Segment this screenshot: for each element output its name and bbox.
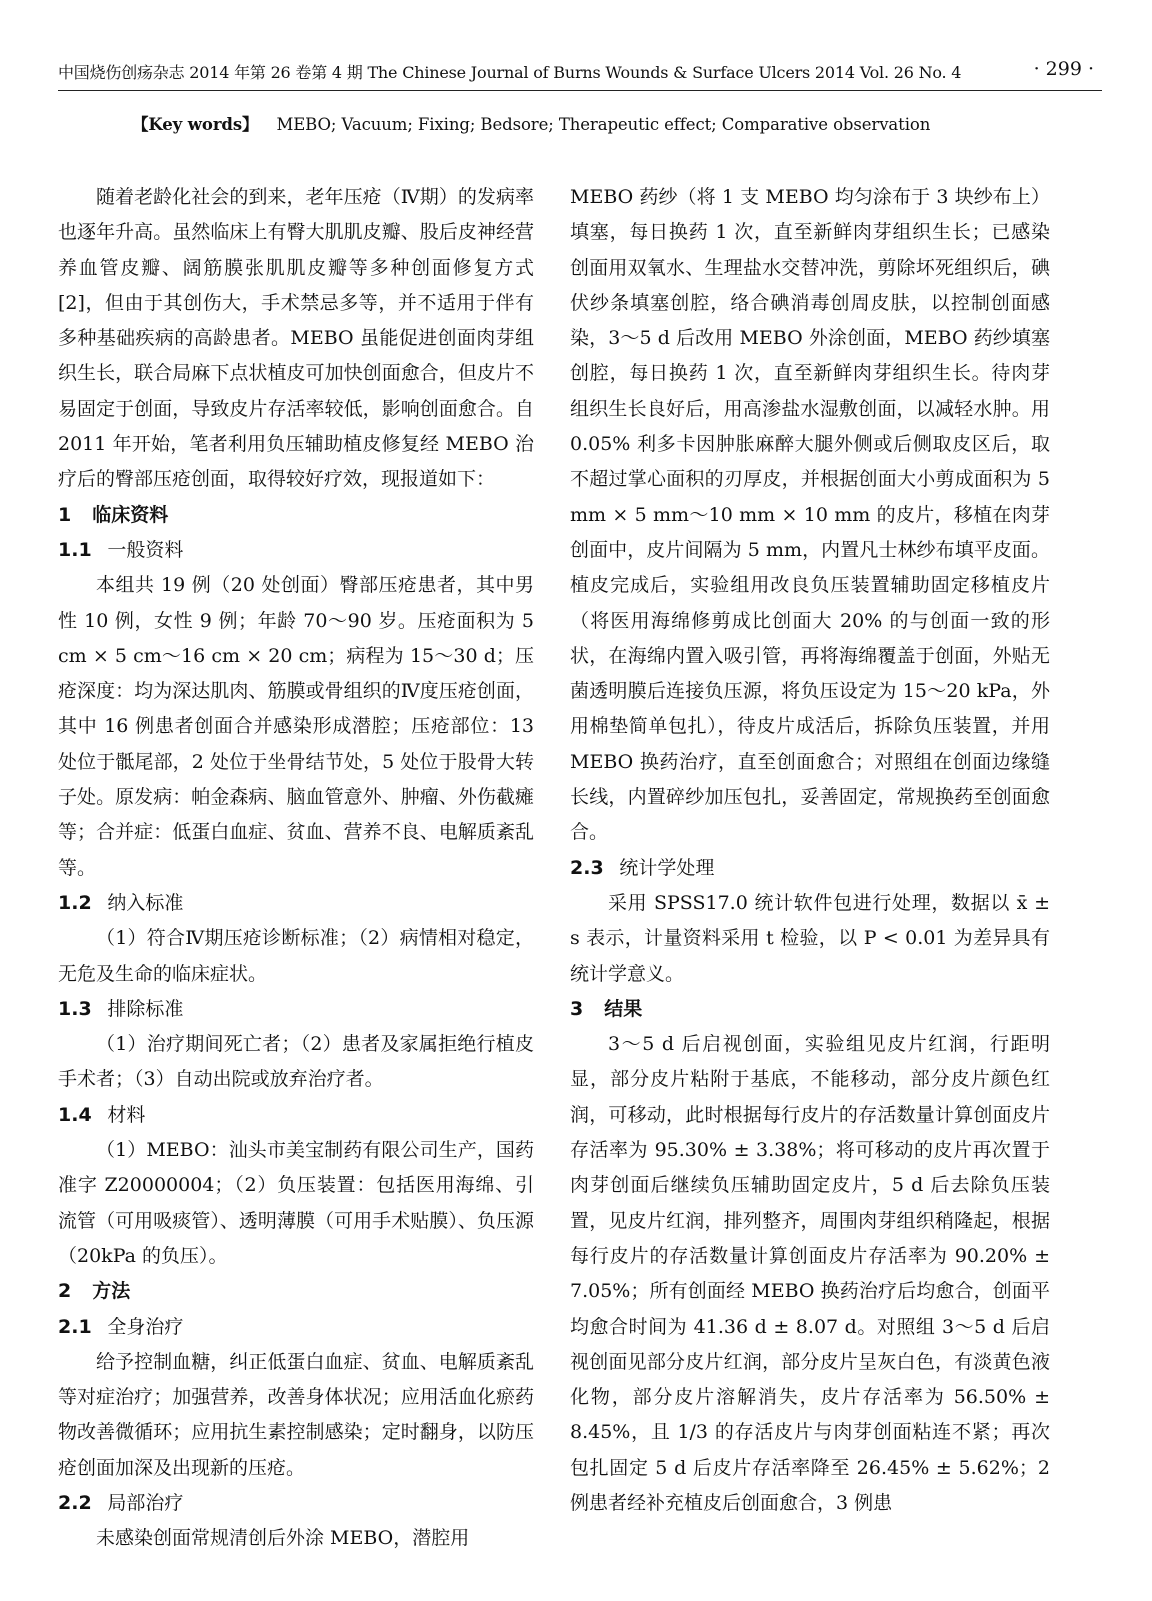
body-paragraph: 给予控制血糖，纠正低蛋白血症、贫血、电解质紊乱等对症治疗；加强营养，改善身体状况；应用活血化瘀药物改善微循环；应用抗生素控制感染；定时翻身，以防压疮创面加深及出现新的压疮。 (58, 1350, 534, 1479)
body-paragraph: 本组共 19 例（20 处创面）臀部压疮患者，其中男性 10 例，女性 9 例；年龄 70～90 岁。压疮面积为 5 cm × 5 cm～16 cm × 20 cm；病程为 15～30 d；压疮深度：均为深达肌肉、筋膜或骨组织的Ⅳ度压疮创面，其中 16 例患者创面合并感染形成潜腔；压疮部位：13 处位于骶尾部，2 处位于坐骨结节处，5 处位于股骨大转子处。原发病：帕金森病、脑血管意外、肿瘤、外伤截瘫等；合并症：低蛋白血症、贫血、营养不良、电解质紊乱等。 (58, 574, 534, 879)
body-paragraph: 3～5 d 后启视创面，实验组见皮片红润，行距明显，部分皮片粘附于基底，不能移动，部分皮片颜色红润，可移动，此时根据每行皮片的存活数量计算创面皮片存活率为 95.30% ± 3.38%；将可移动的皮片再次置于肉芽创面后继续负压辅助固定皮片，5 d 后去除负压装置，见皮片红润，排列整齐，周围肉芽组织稍隆起，根据每行皮片的存活数量计算创面皮片存活率为 90.20% ± 7.05%；所有创面经 MEBO 换药治疗后均愈合，创面平均愈合时间为 41.36 d ± 8.07 d。对照组 3～5 d 后启视创面见部分皮片红润，部分皮片呈灰白色，有淡黄色液化物，部分皮片溶解消失，皮片存活率为 56.50% ± 8.45%，且 1/3 的存活皮片与肉芽创面粘连不紧；再次包扎固定 5 d 后皮片存活率降至 26.45% ± 5.62%；2 例患者经补充植皮后创面愈合，3 例患 (570, 1033, 1050, 1514)
body-paragraph: （1）MEBO：汕头市美宝制药有限公司生产，国药准字 Z20000004；（2）负压装置：包括医用海绵、引流管（可用吸痰管）、透明薄膜（可用手术贴膜）、负压源（20kPa 的负压）。 (58, 1139, 534, 1267)
section-number: 2.1 (58, 1315, 92, 1338)
body-paragraph: （1）治疗期间死亡者；（2）患者及家属拒绝行植皮手术者；（3）自动出院或放弃治疗者。 (58, 1033, 534, 1091)
section-number: 1 (58, 503, 72, 526)
section-heading (58, 1486, 534, 1521)
section-number: 1.1 (58, 538, 92, 561)
section-number: 2.2 (58, 1491, 92, 1514)
section-title: 材料 (107, 1103, 146, 1126)
body-paragraph: 采用 SPSS17.0 统计软件包进行处理，数据以 x̄ ± s 表示，计量资料采用 t 检验，以 P < 0.01 为差异具有统计学意义。 (570, 891, 1050, 985)
journal-citation: 中国烧伤创疡杂志 2014 年第 26 卷第 4 期 The Chinese Journal of Burns Wounds & Surface Ulcers 2014 Vol. 26 No. 4 (58, 63, 962, 82)
section-heading (58, 1310, 534, 1345)
keywords-line (132, 111, 930, 135)
body-paragraph: MEBO 药纱（将 1 支 MEBO 均匀涂布于 3 块纱布上）填塞，每日换药 1 次，直至新鲜肉芽组织生长；已感染创面用双氧水、生理盐水交替冲洗，剪除坏死组织后，碘伏纱条填塞创腔，络合碘消毒创周皮肤，以控制创面感染，3～5 d 后改用 MEBO 外涂创面，MEBO 药纱填塞创腔，每日换药 1 次，直至新鲜肉芽组织生长。待肉芽组织生长良好后，用高渗盐水湿敷创面，以减轻水肿。用 0.05% 利多卡因肿胀麻醉大腿外侧或后侧取皮区后，取不超过掌心面积的刃厚皮，并根据创面大小剪成面积为 5 mm × 5 mm～10 mm × 10 mm 的皮片，移植在肉芽创面中，皮片间隔为 5 mm，内置凡士林纱布填平皮面。植皮完成后，实验组用改良负压装置辅助固定移植皮片（将医用海绵修剪成比创面大 20% 的与创面一致的形状，在海绵内置入吸引管，再将海绵覆盖于创面，外贴无菌透明膜后连接负压源，将负压设定为 15～20 kPa，外用棉垫简单包扎），待皮片成活后，拆除负压装置，并用 MEBO 换药治疗，直至创面愈合；对照组在创面边缘缝长线，内置碎纱加压包扎，妥善固定，常规换药至创面愈合。 (570, 186, 1050, 844)
section-heading (570, 992, 1050, 1027)
section-number: 2.3 (570, 856, 604, 879)
body-paragraph: 随着老龄化社会的到来，老年压疮（Ⅳ期）的发病率也逐年升高。虽然临床上有臀大肌肌皮瓣、股后皮神经营养血管皮瓣、阔筋膜张肌肌皮瓣等多种创面修复方式[2]，但由于其创伤大，手术禁忌多等，并不适用于伴有多种基础疾病的高龄患者。MEBO 虽能促进创面肉芽组织生长，联合局麻下点状植皮可加快创面愈合，但皮片不易固定于创面，导致皮片存活率较低，影响创面愈合。自 2011 年开始，笔者利用负压辅助植皮修复经 MEBO 治疗后的臀部压疮创面，取得较好疗效，现报道如下： (58, 186, 534, 491)
section-title: 临床资料 (92, 503, 169, 526)
section-number: 1.2 (58, 891, 92, 914)
section-number: 3 (570, 997, 584, 1020)
left-column (58, 180, 534, 1557)
body-paragraph: 未感染创面常规清创后外涂 MEBO，潜腔用 (96, 1527, 470, 1550)
section-title: 统计学处理 (619, 856, 715, 879)
section-number: 1.3 (58, 997, 92, 1020)
section-title: 排除标准 (107, 997, 184, 1020)
section-title: 纳入标准 (107, 891, 184, 914)
section-heading (58, 498, 534, 533)
section-heading (58, 1098, 534, 1133)
section-heading (570, 851, 1050, 886)
section-title: 局部治疗 (107, 1491, 184, 1514)
section-heading (58, 992, 534, 1027)
section-title: 结果 (604, 997, 643, 1020)
right-column (570, 180, 1050, 1521)
section-number: 2 (58, 1280, 72, 1303)
section-heading (58, 1274, 534, 1309)
section-title: 方法 (92, 1280, 131, 1303)
section-heading (58, 533, 534, 568)
page-number: · 299 · (1033, 58, 1094, 80)
section-title: 全身治疗 (107, 1315, 184, 1338)
section-heading (58, 886, 534, 921)
body-paragraph: （1）符合Ⅳ期压疮诊断标准；（2）病情相对稳定，无危及生命的临床症状。 (58, 927, 534, 985)
keywords-text: MEBO; Vacuum; Fixing; Bedsore; Therapeutic effect; Comparative observation (276, 115, 931, 134)
keywords-label: 【Key words】 (132, 115, 259, 134)
section-title: 一般资料 (107, 538, 184, 561)
running-header (58, 58, 1102, 91)
section-number: 1.4 (58, 1103, 92, 1126)
